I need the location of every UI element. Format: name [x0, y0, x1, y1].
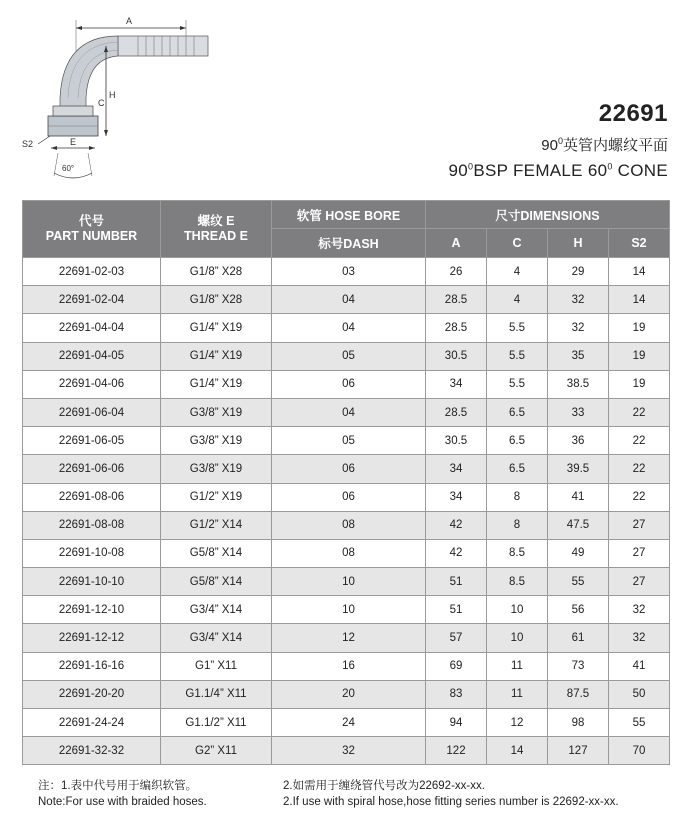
cell-a: 28.5: [426, 398, 487, 426]
note-right: [283, 778, 619, 810]
cell-c: 5.5: [487, 342, 548, 370]
cell-a: 26: [426, 258, 487, 286]
cell-a: 51: [426, 568, 487, 596]
cell-c: 8.5: [487, 568, 548, 596]
header-s2: S2: [609, 229, 670, 258]
note-left-cn: 注：1.表中代号用于编织软管。: [38, 780, 198, 792]
dim-h-label: H: [109, 90, 116, 100]
header-hose-bore: 软管 HOSE BORE: [272, 201, 426, 229]
cell-s2: 32: [609, 596, 670, 624]
cell-s2: 50: [609, 680, 670, 708]
cell-c: 11: [487, 680, 548, 708]
cell-h: 41: [548, 483, 609, 511]
table-body: [23, 258, 670, 765]
cell-a: 34: [426, 483, 487, 511]
model-number: 22691: [598, 100, 668, 127]
cell-c: 6.5: [487, 398, 548, 426]
cell-part: 22691-06-04: [23, 398, 161, 426]
dim-a-label: A: [126, 16, 133, 26]
cell-a: 30.5: [426, 342, 487, 370]
cell-s2: 19: [609, 314, 670, 342]
cell-thread: G1” X11: [161, 652, 272, 680]
dim-e-label: E: [70, 137, 77, 147]
cell-a: 122: [426, 737, 487, 765]
cell-h: 47.5: [548, 511, 609, 539]
cell-h: 35: [548, 342, 609, 370]
cell-c: 4: [487, 258, 548, 286]
cell-c: 8.5: [487, 539, 548, 567]
cell-a: 83: [426, 680, 487, 708]
cell-c: 4: [487, 286, 548, 314]
cell-h: 55: [548, 568, 609, 596]
note-right-cn: 2.如需用于缠绕管代号改为22692-xx-xx.: [283, 780, 485, 792]
dim-c-label: C: [98, 98, 105, 108]
cell-part: 22691-24-24: [23, 709, 161, 737]
cell-dash: 24: [272, 709, 426, 737]
cell-thread: G1/2” X19: [161, 483, 272, 511]
cell-part: 22691-20-20: [23, 680, 161, 708]
cell-dash: 10: [272, 596, 426, 624]
title-block: [449, 100, 668, 181]
cell-h: 29: [548, 258, 609, 286]
cell-part: 22691-08-06: [23, 483, 161, 511]
cell-dash: 08: [272, 511, 426, 539]
table-row: [23, 596, 670, 624]
cell-thread: G1/4” X19: [161, 314, 272, 342]
cell-thread: G3/8” X19: [161, 398, 272, 426]
cell-s2: 55: [609, 709, 670, 737]
cell-part: 22691-04-04: [23, 314, 161, 342]
cell-part: 22691-06-05: [23, 427, 161, 455]
spec-table: [22, 200, 670, 765]
cell-thread: G1.1/4” X11: [161, 680, 272, 708]
cell-thread: G3/8” X19: [161, 427, 272, 455]
cell-dash: 08: [272, 539, 426, 567]
cell-s2: 32: [609, 624, 670, 652]
cell-h: 33: [548, 398, 609, 426]
header-dimensions: 尺寸DIMENSIONS: [426, 201, 670, 229]
cell-c: 12: [487, 709, 548, 737]
cell-part: 22691-04-05: [23, 342, 161, 370]
cell-s2: 70: [609, 737, 670, 765]
cell-h: 38.5: [548, 370, 609, 398]
cell-a: 28.5: [426, 286, 487, 314]
cell-dash: 16: [272, 652, 426, 680]
cell-dash: 20: [272, 680, 426, 708]
table-row: [23, 427, 670, 455]
cell-h: 98: [548, 709, 609, 737]
cell-part: 22691-04-06: [23, 370, 161, 398]
cell-part: 22691-12-10: [23, 596, 161, 624]
table-row: [23, 624, 670, 652]
table-row: [23, 483, 670, 511]
cell-c: 8: [487, 511, 548, 539]
table-row: [23, 398, 670, 426]
cell-s2: 19: [609, 342, 670, 370]
header-part-number: 代号 PART NUMBER: [23, 201, 161, 258]
cell-c: 10: [487, 624, 548, 652]
table-row: [23, 709, 670, 737]
cell-thread: G1/8” X28: [161, 258, 272, 286]
cell-h: 73: [548, 652, 609, 680]
cell-part: 22691-12-12: [23, 624, 161, 652]
cell-dash: 03: [272, 258, 426, 286]
cell-thread: G5/8” X14: [161, 539, 272, 567]
cell-h: 32: [548, 314, 609, 342]
cell-s2: 27: [609, 539, 670, 567]
cell-part: 22691-10-10: [23, 568, 161, 596]
cell-a: 94: [426, 709, 487, 737]
cell-h: 49: [548, 539, 609, 567]
cell-h: 39.5: [548, 455, 609, 483]
cell-a: 42: [426, 511, 487, 539]
cell-thread: G1/4” X19: [161, 342, 272, 370]
table-row: [23, 286, 670, 314]
cell-c: 5.5: [487, 370, 548, 398]
cell-thread: G3/4” X14: [161, 596, 272, 624]
cell-dash: 05: [272, 342, 426, 370]
chinese-title: $90^0$英管内螺纹平面: [541, 136, 668, 154]
cell-h: 127: [548, 737, 609, 765]
cell-a: 34: [426, 370, 487, 398]
cell-thread: G5/8” X14: [161, 568, 272, 596]
angle-label: 60°: [62, 164, 75, 173]
table-row: [23, 539, 670, 567]
cell-part: 22691-10-08: [23, 539, 161, 567]
cell-part: 22691-16-16: [23, 652, 161, 680]
cell-thread: G2” X11: [161, 737, 272, 765]
cell-thread: G3/8” X19: [161, 455, 272, 483]
cell-part: 22691-02-03: [23, 258, 161, 286]
cell-s2: 22: [609, 483, 670, 511]
cell-s2: 27: [609, 568, 670, 596]
cell-dash: 06: [272, 483, 426, 511]
cell-s2: 27: [609, 511, 670, 539]
cell-h: 61: [548, 624, 609, 652]
table-row: [23, 370, 670, 398]
header-dash: 标号DASH: [272, 229, 426, 258]
cell-s2: 41: [609, 652, 670, 680]
cell-s2: 19: [609, 370, 670, 398]
cell-dash: 04: [272, 286, 426, 314]
table-row: [23, 652, 670, 680]
cell-h: 32: [548, 286, 609, 314]
dim-s2-label: S2: [22, 139, 34, 149]
cell-c: 10: [487, 596, 548, 624]
cell-h: 36: [548, 427, 609, 455]
cell-a: 51: [426, 596, 487, 624]
table-row: [23, 737, 670, 765]
note-right-en: 2.If use with spiral hose,hose fitting series number is 22692-xx-xx.: [283, 796, 619, 808]
cell-a: 28.5: [426, 314, 487, 342]
cell-part: 22691-08-08: [23, 511, 161, 539]
table-row: [23, 568, 670, 596]
cell-a: 42: [426, 539, 487, 567]
cell-s2: 14: [609, 286, 670, 314]
cell-c: 5.5: [487, 314, 548, 342]
header-h: H: [548, 229, 609, 258]
header-thread: 螺纹 E THREAD E: [161, 201, 272, 258]
cell-part: 22691-06-06: [23, 455, 161, 483]
cell-c: 8: [487, 483, 548, 511]
cell-c: 6.5: [487, 427, 548, 455]
cell-h: 56: [548, 596, 609, 624]
english-title: $90^0BSP$ FEMALE $60^0$ CONE: [448, 161, 668, 180]
cell-a: 57: [426, 624, 487, 652]
header-c: C: [487, 229, 548, 258]
cell-s2: 22: [609, 455, 670, 483]
cell-thread: G1/8” X28: [161, 286, 272, 314]
fitting-drawing: [18, 8, 218, 188]
cell-dash: 32: [272, 737, 426, 765]
cell-a: 69: [426, 652, 487, 680]
cell-dash: 06: [272, 455, 426, 483]
cell-c: 14: [487, 737, 548, 765]
cell-dash: 04: [272, 398, 426, 426]
table-row: [23, 258, 670, 286]
table-row: [23, 511, 670, 539]
cell-dash: 05: [272, 427, 426, 455]
table-row: [23, 342, 670, 370]
cell-part: 22691-32-32: [23, 737, 161, 765]
cell-dash: 10: [272, 568, 426, 596]
cell-dash: 12: [272, 624, 426, 652]
note-left-en: Note:For use with braided hoses.: [38, 796, 207, 808]
cell-dash: 06: [272, 370, 426, 398]
table-row: [23, 455, 670, 483]
cell-h: 87.5: [548, 680, 609, 708]
cell-c: 6.5: [487, 455, 548, 483]
table-row: [23, 314, 670, 342]
cell-s2: 22: [609, 427, 670, 455]
cell-part: 22691-02-04: [23, 286, 161, 314]
table-row: [23, 680, 670, 708]
header-a: A: [426, 229, 487, 258]
cell-s2: 14: [609, 258, 670, 286]
cell-thread: G3/4” X14: [161, 624, 272, 652]
cell-a: 30.5: [426, 427, 487, 455]
cell-c: 11: [487, 652, 548, 680]
cell-thread: G1/4” X19: [161, 370, 272, 398]
cell-s2: 22: [609, 398, 670, 426]
cell-thread: G1/2” X14: [161, 511, 272, 539]
cell-thread: G1.1/2” X11: [161, 709, 272, 737]
cell-a: 34: [426, 455, 487, 483]
note-left: [38, 778, 207, 810]
cell-dash: 04: [272, 314, 426, 342]
